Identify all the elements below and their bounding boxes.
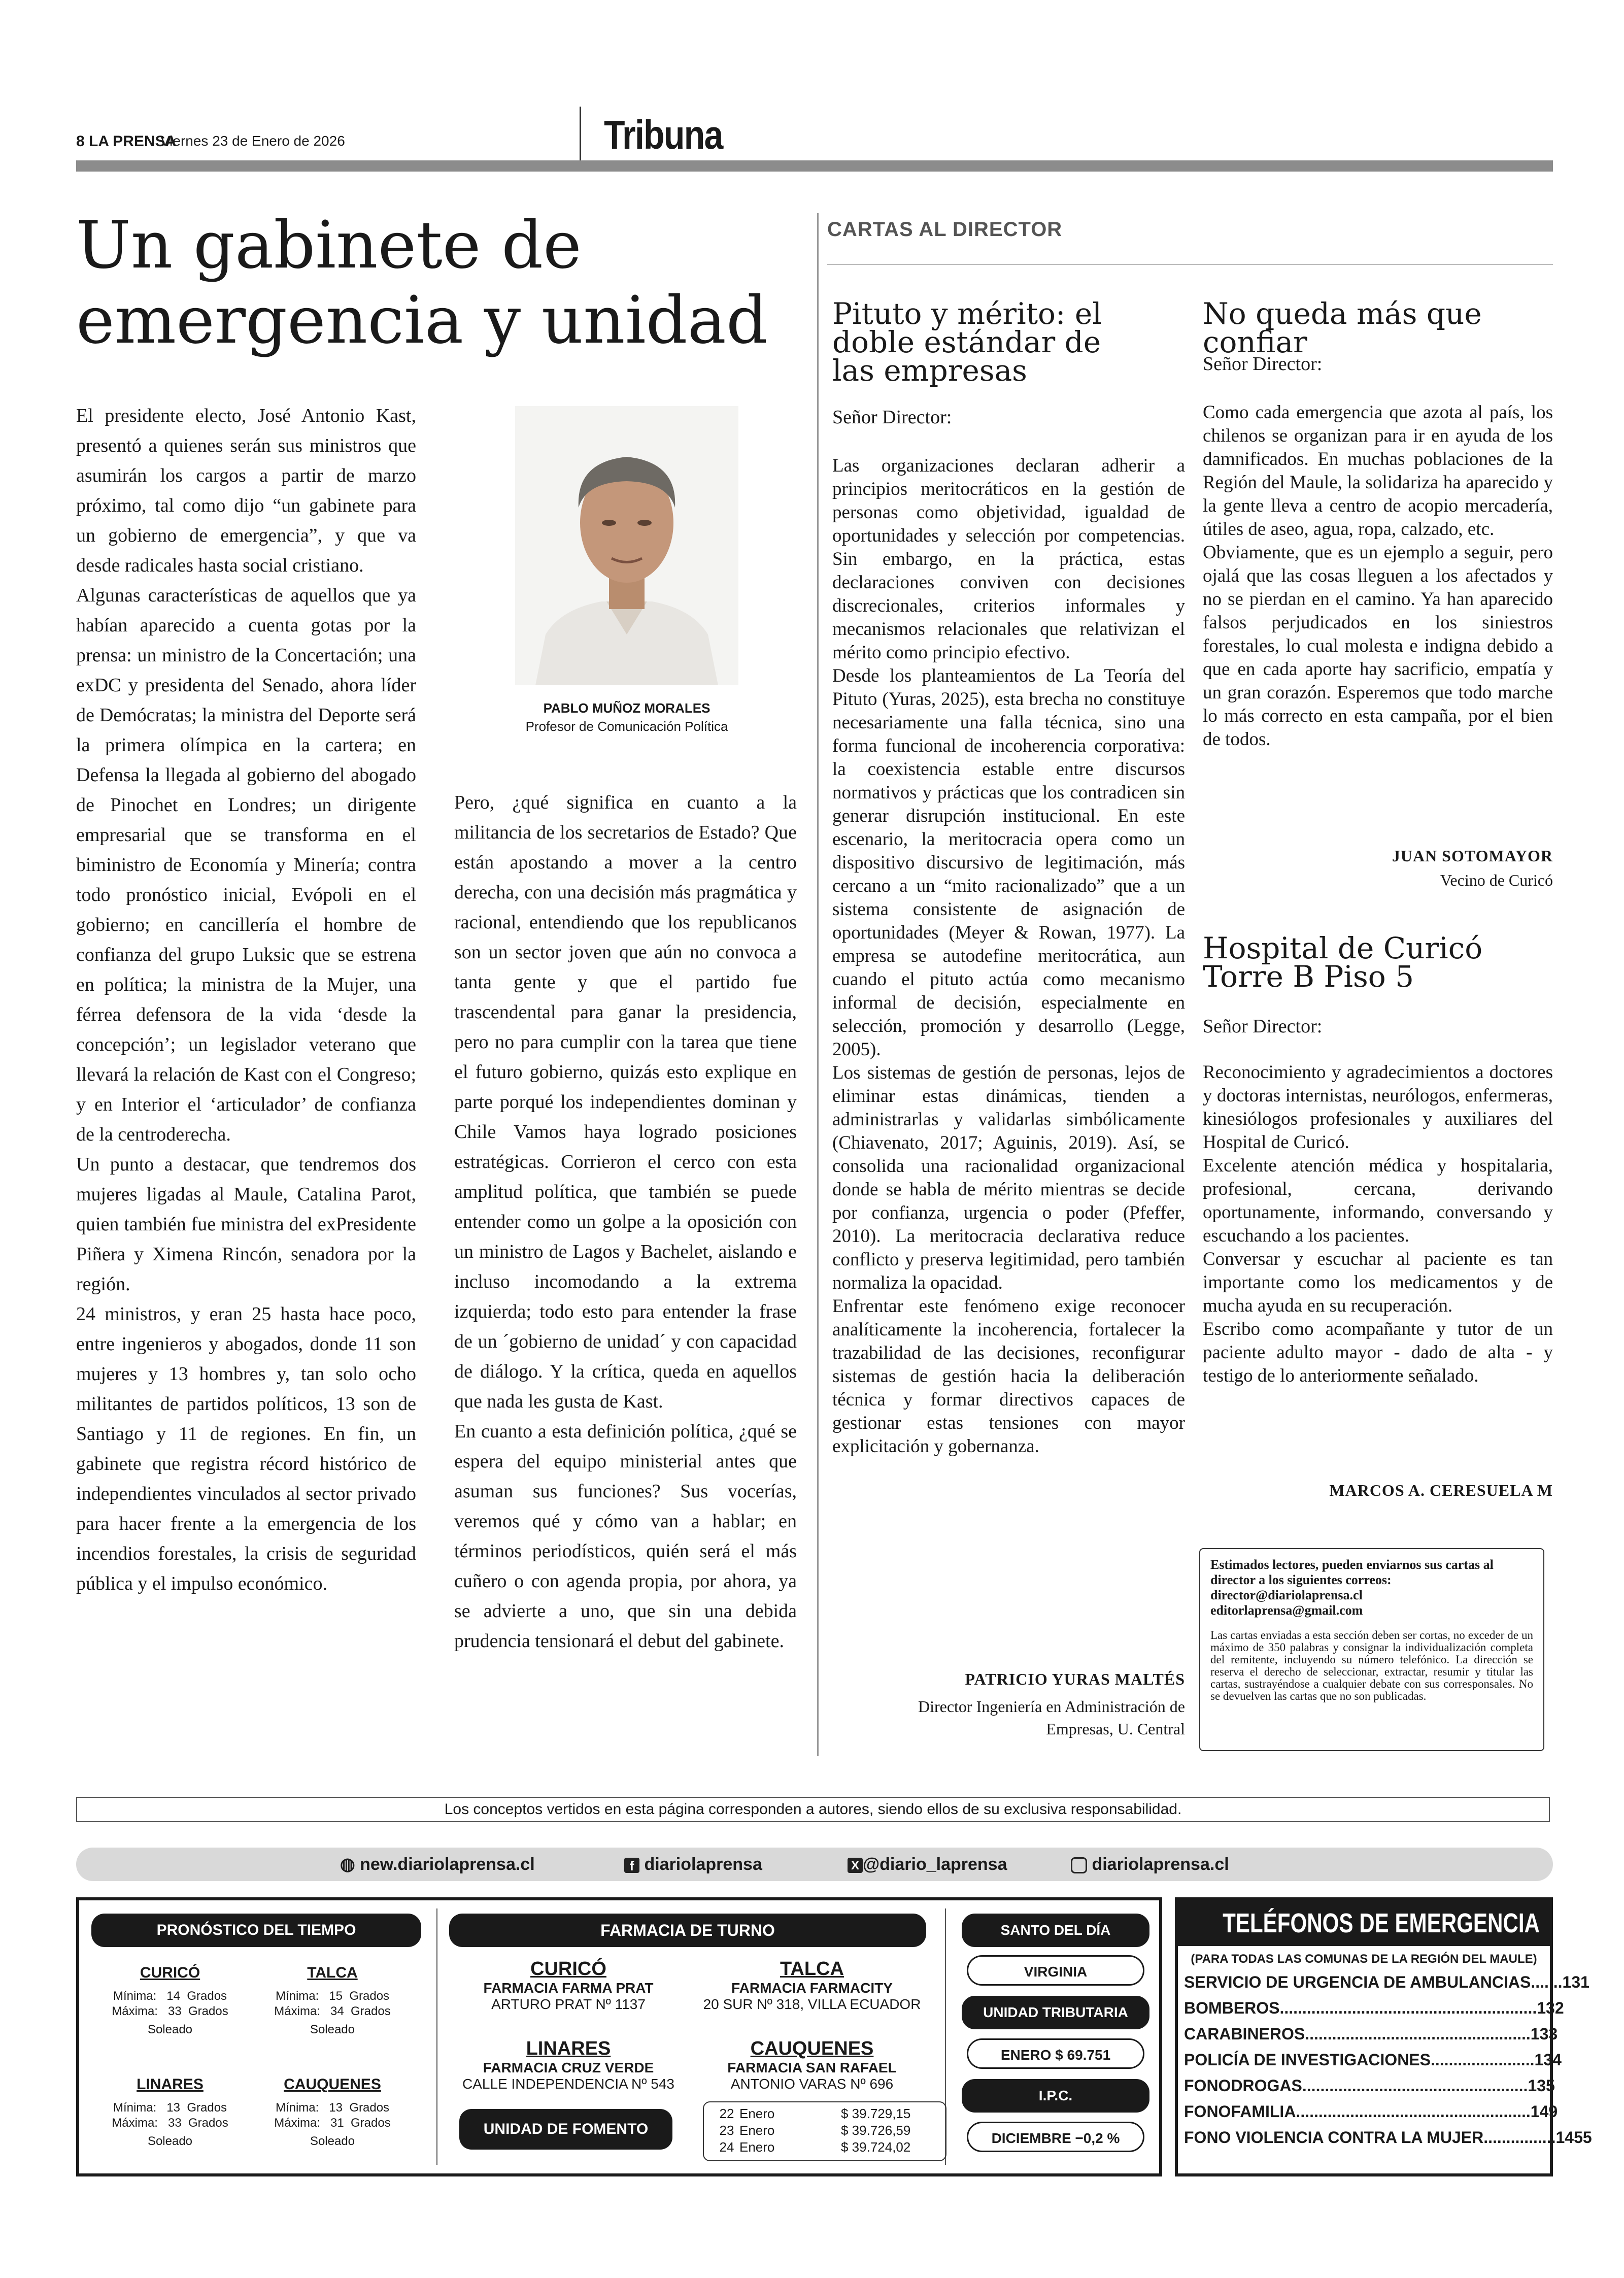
paragraph: Escribo como acompañante y tutor de un paciente adulto mayor - dado de alta - y testigo de lo anteriormente señalado.	[1203, 1319, 1553, 1386]
weather-city: LINARES	[137, 2076, 204, 2093]
paragraph: Reconocimiento y agradecimientos a doctores y doctoras internistas, neurólogos, enfermeras, kinesiólogos profesionales y auxiliares del Hospital de Curicó.	[1203, 1062, 1553, 1153]
phone-row: POLICÍA DE INVESTIGACIONES.......................134	[1184, 2051, 1562, 2069]
phone-row: SERVICIO DE URGENCIA DE AMBULANCIAS.......131	[1184, 1973, 1589, 1991]
paragraph: En cuanto a esta definición política, ¿qué se espera del equipo ministerial antes que asuman sus funciones? Sus vocerías, veremos qué y cómo van a hablar; en términos periodísticos, quién será el más cuñero o con agenda propia, por ahora, ya se advierte a uno, que sin una debida prudencia tensionará el debut del gabinete.	[454, 1421, 797, 1652]
uf-month: Enero	[739, 2139, 775, 2155]
social-instagram-label: diariolaprensa.cl	[1092, 1855, 1229, 1874]
notice-intro: Estimados lectores, pueden enviarnos sus cartas al director a los siguientes correos:	[1210, 1557, 1494, 1587]
article-title	[76, 208, 827, 358]
social-facebook-label: diariolaprensa	[644, 1855, 762, 1874]
weather-talca	[259, 1964, 406, 2037]
pharmacy-curico	[452, 1958, 685, 2013]
cartas-rule	[827, 264, 1553, 265]
letter1-body	[832, 454, 1185, 1458]
uf-row	[714, 2105, 935, 2122]
weather-max: Máxima: 34 Grados	[274, 2004, 391, 2018]
pharmacy-address: 20 SUR Nº 318, VILLA ECUADOR	[703, 1996, 921, 2012]
weather-cond: Soleado	[147, 2134, 193, 2148]
pharmacy-talca	[690, 1958, 934, 2013]
paragraph: Algunas características de aquellos que ya habían aparecido a cuenta gotas por la prensa: un ministro de la Concertación; una exDC y presidenta del Senado, ahora líder de Demócratas; la ministra del Deporte será la primera olímpica en la cartera; en Defensa la llegada al gobierno del abogado de Pinochet en Londres; un dirigente empresarial que se transforma en el biministro de Economía y Minería; contra todo pronóstico inicial, Evópoli en el gobierno; en cancillería el hombre de confianza del grupo Luksic que se estrena en política; la ministra de la Mujer, una férrea defensora de la vida ‘desde la concepción’; un legislador veterano que llevará la relación de Kast con el Congreso; y en Interior el ‘articulador’ de confianza de la centroderecha.	[76, 585, 416, 1145]
uf-table	[703, 2101, 946, 2161]
letter2-salute: Señor Director:	[1203, 353, 1323, 375]
uf-day: 24	[719, 2139, 734, 2155]
pharmacy-address: ANTONIO VARAS Nº 696	[730, 2076, 894, 2092]
pharmacy-name: FARMACIA FARMA PRAT	[483, 1980, 654, 1996]
uf-title: UNIDAD DE FOMENTO	[459, 2109, 672, 2150]
social-bar	[76, 1848, 1553, 1881]
facebook-icon: f	[624, 1858, 639, 1873]
paragraph: Desde los planteamientos de La Teoría del Pituto (Yuras, 2025), esta brecha no constituye necesariamente una falla técnica, sino una forma funcional de incoherencia corporativa: la coexistencia estable entre discursos normativos y prácticas que los contradicen sin generar disrupción institucional. En este escenario, la meritocracia opera como un dispositivo discursivo de legitimación, más cercano a un “mito racionalizado” que a un sistema consistente de asignación de oportunidades (Meyer & Rowan, 1977). La empresa se autodefine meritocrática, aun cuando el pituto actúa como mecanismo informal de decisión, especialmente en selección, promoción y desarrollo (Legge, 2005).	[832, 665, 1185, 1060]
uf-month: Enero	[739, 2123, 775, 2138]
uf-day: 22	[719, 2106, 734, 2121]
article-title-line1: Un gabinete de	[76, 208, 582, 283]
weather-max: Máxima: 33 Grados	[112, 2004, 228, 2018]
letter1-title: Pituto y mérito: el doble estándar de las empresas	[832, 296, 1102, 388]
pharmacy-name: FARMACIA SAN RAFAEL	[727, 2060, 897, 2075]
paragraph: Enfrentar este fenómeno exige reconocer analíticamente la incoherencia, fortalecer la trazabilidad de las decisiones, reconfigurar sistemas de gestión hacia la deliberación técnica y formar directivos capaces de gestionar estas tensiones con mayor explicitación y gobernanza.	[832, 1296, 1185, 1457]
paragraph: Un punto a destacar, que tendremos dos mujeres ligadas al Maule, Catalina Parot, quien también fue ministra del exPresidente Piñera y Ximena Rincón, senadora por la región.	[76, 1154, 416, 1295]
article-column-1	[76, 401, 416, 1599]
weather-min: Mínima: 14 Grados	[113, 1989, 227, 2003]
uf-row	[714, 2122, 935, 2139]
weather-city: CURICÓ	[140, 1964, 200, 1981]
uf-day: 23	[719, 2123, 734, 2138]
pharmacy-city: LINARES	[526, 2038, 611, 2059]
phones-subtitle: (PARA TODAS LAS COMUNAS DE LA REGIÓN DEL MAULE)	[1191, 1952, 1537, 1966]
x-icon: X	[848, 1858, 863, 1873]
paragraph: Las organizaciones declaran adherir a principios meritocráticos en la gestión de personas como objetividad, igualdad de oportunidades y selección por competencias. Sin embargo, en la práctica, estas declaraciones conviven con decisiones discrecionales, criterios informales y mecanismos relacionales que relativizan el mérito como principio efectivo.	[832, 455, 1185, 663]
phone-row: CARABINEROS..................................................133	[1184, 2025, 1558, 2043]
info-divider-1	[436, 1908, 437, 2165]
pharmacy-city: CURICÓ	[530, 1958, 606, 1980]
author-name: PABLO MUÑOZ MORALES	[543, 700, 710, 716]
uf-month: Enero	[739, 2106, 775, 2121]
author-photo	[515, 406, 738, 685]
social-x[interactable]	[848, 1848, 1007, 1881]
weather-city: CAUQUENES	[284, 2076, 381, 2093]
letter3-body	[1203, 1061, 1553, 1388]
disclaimer: Los conceptos vertidos en esta página corresponden a autores, siendo ellos de su exclusiva responsabilidad.	[76, 1797, 1550, 1822]
paragraph: Obviamente, que es un ejemplo a seguir, pero ojalá que las cosas lleguen a los afectados y no se pierdan en el camino. Ya han aparecido falsos perjudicados en los siniestros forestales, lo cual molesta e indigna debido a que en cada aporte hay sacrificio, empatía y un gran corazón. Esperemos que todo marche lo más correcto en esta campaña, por el bien de todos.	[1203, 542, 1553, 750]
phones-header	[1178, 1900, 1550, 1946]
social-facebook[interactable]	[624, 1848, 762, 1881]
weather-title: PRONÓSTICO DEL TIEMPO	[91, 1914, 421, 1947]
letter1-signature: PATRICIO YURAS MALTÉS	[965, 1670, 1185, 1688]
weather-linares	[96, 2076, 244, 2149]
weather-curico	[96, 1964, 244, 2037]
social-web-label: new.diariolaprensa.cl	[360, 1855, 535, 1874]
section-title: Tribuna	[604, 112, 723, 157]
letter2-role: Vecino de Curicó	[1440, 871, 1553, 889]
phone-row: FONOFAMILIA....................................................149	[1184, 2102, 1558, 2121]
phones-list	[1178, 1966, 1592, 2151]
letter3-salute: Señor Director:	[1203, 1016, 1323, 1037]
letter1-role	[832, 1695, 1185, 1740]
header-divider	[580, 107, 581, 162]
weather-max: Máxima: 33 Grados	[112, 2116, 228, 2130]
phone-row: FONODROGAS..................................................135	[1184, 2076, 1555, 2095]
phone-row: FONO VIOLENCIA CONTRA LA MUJER................1455	[1184, 2128, 1592, 2147]
pharmacy-name: FARMACIA CRUZ VERDE	[483, 2060, 654, 2075]
letter1-role-line2: Empresas, U. Central	[1046, 1720, 1185, 1738]
phone-row: BOMBEROS.........................................................132	[1184, 1999, 1564, 2017]
letter3-title-line1: Hospital de Curicó	[1203, 931, 1483, 965]
weather-min: Mínima: 13 Grados	[275, 2101, 390, 2115]
weather-cond: Soleado	[310, 2023, 355, 2036]
instagram-icon	[1071, 1857, 1087, 1873]
notice-email-director[interactable]: director@diariolaprensa.cl	[1210, 1588, 1363, 1602]
notice-rules: Las cartas enviadas a esta sección deben ser cortas, no exceder de un máximo de 350 palabras y consignar la individualización completa del remitente, incluyendo su número telefónico. La dirección se reserva el derecho de seleccionar, extractar, resumir y titular las cartas, sustrayéndose a cualquier debate con sus corresponsales. No se devuelven las cartas que no son publicadas.	[1210, 1629, 1533, 1702]
weather-cond: Soleado	[310, 2134, 355, 2148]
pharmacy-address: CALLE INDEPENDENCIA Nº 543	[462, 2076, 674, 2092]
letters-notice	[1199, 1548, 1544, 1751]
letter1-role-line1: Director Ingeniería en Administración de	[918, 1697, 1185, 1716]
pharmacy-name: FARMACIA FARMACITY	[731, 1980, 893, 1996]
header-rule	[76, 160, 1553, 172]
utm-title: UNIDAD TRIBUTARIA	[962, 1996, 1149, 2029]
letter3-title	[1203, 931, 1553, 994]
letter2-title: No queda más que confiar	[1203, 296, 1482, 359]
pharmacy-address: ARTURO PRAT Nº 1137	[491, 1996, 646, 2012]
page-number: 8 LA PRENSA	[76, 133, 177, 150]
paragraph: Los sistemas de gestión de personas, lejos de eliminar estas dinámicas, tienden a administrarlas y validarlas simbólicamente (Chiavenato, 2017; Aguinis, 2019). Así, se consolida una racionalidad organizacional donde se habla de mérito mientras se decide por confianza, urgencia o poder (Pfeffer, 2010). La meritocracia declarativa reduce conflicto y preserva legitimidad, pero también normaliza la opacidad.	[832, 1062, 1185, 1293]
social-x-label: @diario_laprensa	[863, 1855, 1007, 1874]
uf-value: $ 39.726,59	[841, 2123, 911, 2138]
weather-max: Máxima: 31 Grados	[274, 2116, 391, 2130]
social-instagram[interactable]	[1071, 1848, 1229, 1881]
weather-cond: Soleado	[147, 2023, 193, 2036]
utm-value: ENERO $ 69.751	[967, 2038, 1144, 2069]
paragraph: Como cada emergencia que azota al país, los chilenos se organizan para ir en ayuda de los damnificados. En muchas poblaciones de la Región del Maule, la solidariza ha aparecido y la gente lleva a centro de acopio mercadería, útiles de aseo, agua, ropa, calzado, etc.	[1203, 402, 1553, 540]
weather-cauquenes	[259, 2076, 406, 2149]
social-web[interactable]	[340, 1848, 535, 1881]
letter2-body	[1203, 401, 1553, 751]
paragraph: El presidente electo, José Antonio Kast, presentó a quienes serán sus ministros que asumirán los cargos a partir de marzo próximo, tal como dijo “un gabinete para un gobierno de emergencia”, y que va desde radicales hasta social cristiano.	[76, 405, 416, 576]
uf-row	[714, 2139, 935, 2156]
pharmacy-title: FARMACIA DE TURNO	[449, 1914, 926, 1947]
article-column-2	[454, 788, 797, 1656]
column-divider	[817, 213, 819, 1756]
pharmacy-cauquenes	[690, 2038, 934, 2092]
letter1-salute: Señor Director:	[832, 407, 952, 428]
pharmacy-linares	[452, 2038, 685, 2092]
weather-city: TALCA	[307, 1964, 358, 1981]
article-title-line2: emergencia y unidad	[76, 283, 768, 358]
santo-value: VIRGINIA	[967, 1955, 1144, 1986]
cartas-heading: CARTAS AL DIRECTOR	[827, 218, 1063, 241]
page-date: Viernes 23 de Enero de 2026	[160, 133, 345, 149]
pharmacy-city: TALCA	[780, 1958, 844, 1980]
globe-icon: ◍	[340, 1855, 355, 1874]
notice-email-editor[interactable]: editorlaprensa@gmail.com	[1210, 1603, 1363, 1618]
santo-title: SANTO DEL DÍA	[962, 1914, 1149, 1947]
ipc-value: DICIEMBRE −0,2 %	[967, 2122, 1144, 2152]
letter2-signature: JUAN SOTOMAYOR	[1392, 847, 1553, 865]
emergency-phones	[1175, 1897, 1592, 2176]
letter3-signature: MARCOS A. CERESUELA M	[1329, 1481, 1553, 1499]
letter3-title-line2: Torre B Piso 5	[1203, 959, 1414, 994]
paragraph: Excelente atención médica y hospitalaria, profesional, cercana, derivando oportunamente, informando, conversando y escuchando a los pacientes.	[1203, 1155, 1553, 1246]
uf-value: $ 39.724,02	[841, 2139, 911, 2155]
paragraph: Pero, ¿qué significa en cuanto a la militancia de los secretarios de Estado? Que están apostando a mover a la centro derecha, con una decisión más pragmática y racional, entendiendo que los republicanos son un sector joven que aún no convoca a tanta gente y que el partido fue trascendental para ganar la presidencia, pero no para cumplir con la tarea que tiene el futuro gobierno, quizás esto explique en parte porqué los independientes dominan y Chile Vamos haya logrado posiciones estratégicas. Corrieron el cerco con esta amplitud política, que también se puede entender como un golpe a la oposición con un ministro de Lagos y Bachelet, aislando e incluso incomodando a la extrema izquierda; todo esto para entender la frase de un ´gobierno de unidad´ y con capacidad de diálogo. Y la crítica, queda en aquellos que nada les gusta de Kast.	[454, 792, 797, 1412]
ipc-title: I.P.C.	[962, 2079, 1149, 2113]
paragraph: Conversar y escuchar al paciente es tan importante como los medicamentos y de mucha ayuda en su recuperación.	[1203, 1249, 1553, 1316]
pharmacy-city: CAUQUENES	[750, 2038, 874, 2059]
author-role: Profesor de Comunicación Política	[525, 719, 728, 734]
uf-value: $ 39.729,15	[841, 2106, 911, 2121]
weather-min: Mínima: 13 Grados	[113, 2101, 227, 2115]
paragraph: 24 ministros, y eran 25 hasta hace poco, entre ingenieros y abogados, donde 11 son mujeres y 13 hombres y, tan solo ocho militantes de partidos políticos, 13 son de Santiago y 11 de regiones. En fin, un gabinete que registra récord histórico de independientes vinculados al sector privado para hacer frente a la emergencia de los incendios forestales, la crisis de seguridad pública y el impulso económico.	[76, 1303, 416, 1594]
phones-title: TELÉFONOS DE EMERGENCIA	[1223, 1908, 1540, 1938]
weather-min: Mínima: 15 Grados	[275, 1989, 390, 2003]
